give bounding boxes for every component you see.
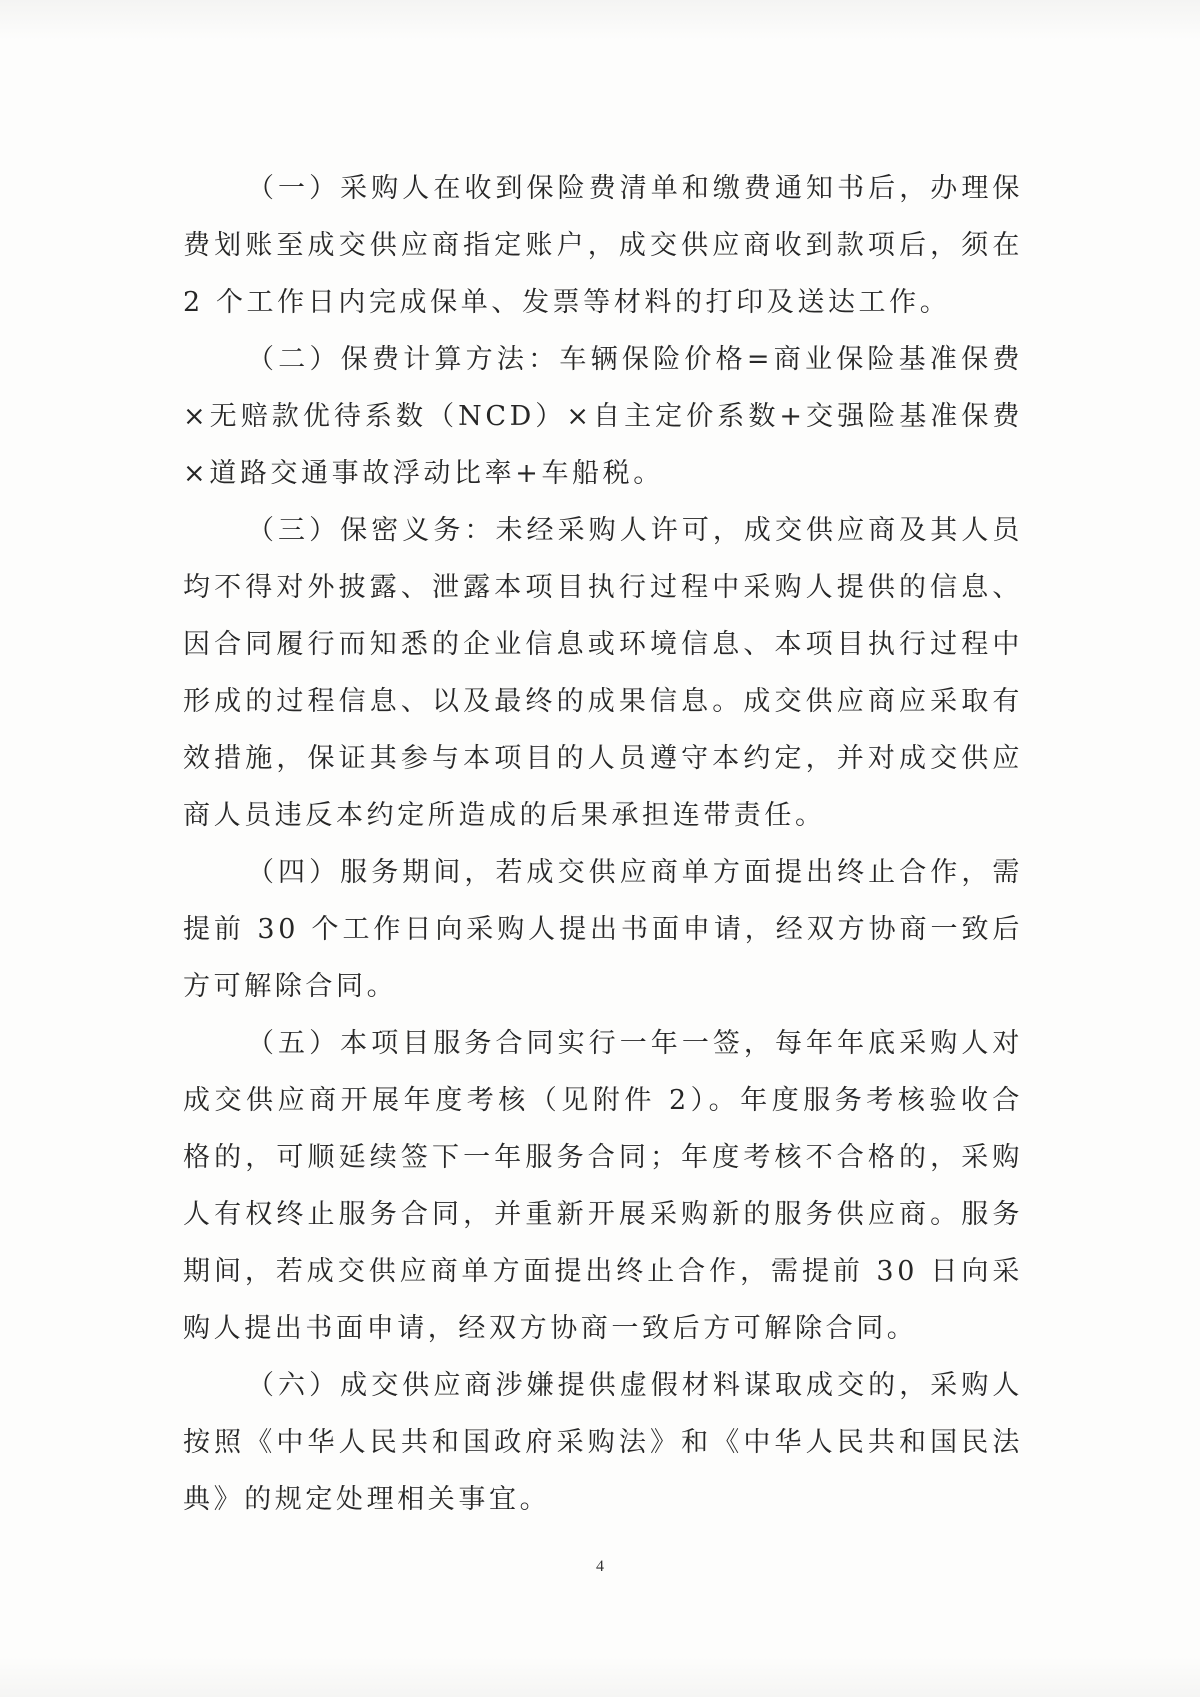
paragraph-false-materials: （六）成交供应商涉嫌提供虚假材料谋取成交的，采购人按照《中华人民共和国政府采购法》和《中华人民共和国民法典》的规定处理相关事宜。 bbox=[183, 1370, 1023, 1515]
paragraph-confidentiality: （三）保密义务：未经采购人许可，成交供应商及其人员均不得对外披露、泄露本项目执行过程中采购人提供的信息、因合同履行而知悉的企业信息或环境信息、本项目执行过程中形成的过程信息、以及最终的成果信息。成交供应商应采取有效措施，保证其参与本项目的人员遵守本约定，并对成交供应商人员违反本约定所造成的后果承担连带责任。 bbox=[183, 515, 1023, 831]
paragraph-premium-calculation: （二）保费计算方法：车辆保险价格=商业保险基准保费×无赔款优待系数（NCD）×自主定价系数+交强险基准保费×道路交通事故浮动比率+车船税。 bbox=[183, 344, 1023, 489]
paragraph-annual-contract: （五）本项目服务合同实行一年一签，每年年底采购人对成交供应商开展年度考核（见附件 2）。年度服务考核验收合格的，可顺延续签下一年服务合同；年度考核不合格的，采购人有权终止服务合同，并重新开展采购新的服务供应商。服务期间，若成交供应商单方面提出终止合作，需提前 30 日向采购人提出书面申请，经双方协商一致后方可解除合同。 bbox=[183, 1028, 1023, 1344]
paragraph-termination: （四）服务期间，若成交供应商单方面提出终止合作，需提前 30 个工作日向采购人提出书面申请，经双方协商一致后方可解除合同。 bbox=[183, 857, 1023, 1002]
page-number: 4 bbox=[596, 1558, 604, 1575]
paragraph-payment: （一）采购人在收到保险费清单和缴费通知书后，办理保费划账至成交供应商指定账户，成交供应商收到款项后，须在 2 个工作日内完成保单、发票等材料的打印及送达工作。 bbox=[183, 173, 1023, 318]
document-body bbox=[183, 160, 1023, 1528]
